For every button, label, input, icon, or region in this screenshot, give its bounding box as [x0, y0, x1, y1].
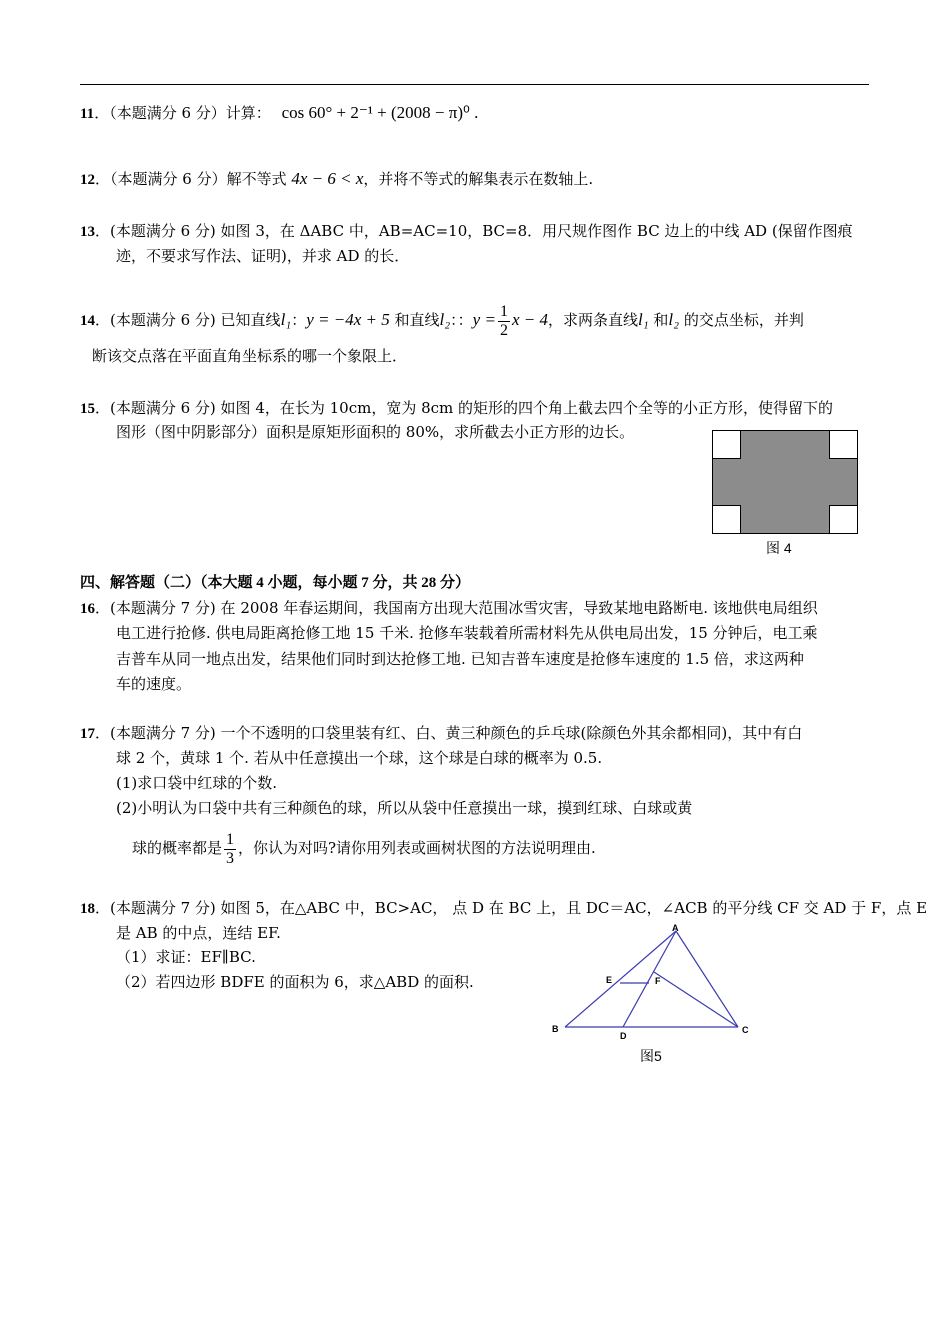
- math-expression: cos 60° + 2⁻¹ + (2008 − π)⁰ .: [281, 103, 479, 122]
- line-l1: l₁: [638, 310, 649, 329]
- question-18-line1: [80, 898, 927, 919]
- question-13-line2: 迹，不要求写作法、证明)，并求 AD 的长．: [116, 247, 410, 265]
- equation-1: y = −4x + 5: [306, 310, 390, 329]
- question-tail: ，并将不等式的解集表示在数轴上.: [363, 170, 594, 188]
- colon: ：: [291, 311, 307, 329]
- question-text: ．（本题满分 6 分）计算：: [94, 104, 271, 122]
- question-number: 15: [80, 401, 95, 417]
- label-b: B: [552, 1024, 559, 1034]
- question-17-line5: [132, 826, 596, 870]
- question-17-line2: 球 2 个，黄球 1 个. 若从中任意摸出一个球，这个球是白球的概率为 0.5.: [116, 749, 603, 767]
- question-11: [80, 103, 478, 124]
- figure-4-caption: 图 4: [766, 540, 792, 556]
- question-16-line2: 电工进行抢修. 供电局距离抢修工地 15 千米. 抢修车装载着所需材料先从供电局出发，15 分钟后，电工乘: [116, 624, 818, 642]
- question-number: 18: [80, 901, 95, 917]
- question-14-line1: [80, 298, 804, 343]
- equation-2-left: y =: [472, 310, 496, 329]
- label-c: C: [742, 1025, 749, 1035]
- figure-5-caption: 图5: [640, 1048, 662, 1064]
- label-a: A: [672, 923, 679, 933]
- line-l1: l₁: [280, 310, 292, 329]
- question-18-line2: 是 AB 的中点，连结 EF.: [116, 924, 281, 942]
- question-number: 11: [80, 106, 95, 122]
- question-text: 和直线: [389, 311, 440, 329]
- question-14-line2: 断该交点落在平面直角坐标系的哪一个象限上．: [92, 347, 408, 365]
- question-text: ，求两条直线: [547, 311, 638, 329]
- question-number: 13: [80, 224, 95, 240]
- question-16-line3: 吉普车从同一地点出发，结果他们同时到达抢修工地. 已知吉普车速度是抢修车速度的 1.5 倍，求这两种: [116, 650, 804, 668]
- fraction-one-third: [224, 831, 236, 868]
- fraction-one-half: [498, 303, 510, 340]
- question-17-line1: [80, 723, 802, 744]
- question-number: 17: [80, 726, 95, 742]
- question-18-part2: （2）若四边形 BDFE 的面积为 6，求△ABD 的面积.: [116, 973, 474, 991]
- question-text: ．(本题满分 6 分) 如图 3，在 ΔABC 中，AB=AC=10，BC=8．用尺规作图作 BC 边上的中线 AD (保留作图痕: [95, 222, 853, 240]
- fraction-numerator: 1: [499, 302, 508, 320]
- fraction-denominator: 2: [499, 321, 508, 339]
- segment-cf: [654, 972, 738, 1027]
- section-heading: 四、解答题（二）（本大题 4 小题，每小题 7 分，共 28 分）: [80, 575, 471, 591]
- question-number: 12: [80, 172, 95, 188]
- corner-square: [830, 431, 858, 459]
- question-text: 的交点坐标，并判: [679, 311, 804, 329]
- question-text: ．(本题满分 7 分) 在 2008 年春运期间，我国南方出现大范围冰雪灾害，导致某地电路断电. 该地供电局组织: [95, 599, 818, 617]
- corner-square: [713, 431, 741, 459]
- equation-2-right: x − 4: [511, 310, 548, 329]
- question-18-part1: （1）求证：EF∥BC.: [116, 948, 256, 966]
- question-text: ．(本题满分 7 分) 一个不透明的口袋里装有红、白、黄三种颜色的乒乓球(除颜色外其余都相同)，其中有白: [95, 724, 803, 742]
- fraction-numerator: 1: [226, 830, 235, 848]
- corner-square: [830, 506, 858, 534]
- figure-5-triangle: [548, 920, 758, 1040]
- line-l2: l₂: [439, 310, 451, 329]
- question-number: 14: [80, 313, 95, 329]
- question-12: [80, 169, 593, 190]
- question-text: ．（本题满分 6 分）解不等式: [95, 170, 287, 188]
- question-text: 和: [648, 311, 669, 329]
- question-17-part2: (2)小明认为口袋中共有三种颜色的球，所以从袋中任意摸出一球，摸到红球、白球或黄: [116, 799, 693, 817]
- question-text: ．(本题满分 6 分) 如图 4，在长为 10cm，宽为 8cm 的矩形的四个角上截去四个全等的小正方形，使得留下的: [95, 399, 834, 417]
- question-16-line4: 车的速度。: [116, 675, 192, 693]
- question-13-line1: [80, 221, 853, 242]
- fraction-denominator: 3: [226, 849, 235, 867]
- label-f: F: [655, 976, 661, 986]
- question-16-line1: [80, 598, 818, 619]
- segment-ad: [623, 931, 676, 1027]
- math-expression: 4x − 6 < x: [291, 169, 364, 188]
- question-15-line1: [80, 398, 833, 419]
- corner-square: [713, 506, 741, 534]
- question-number: 16: [80, 601, 95, 617]
- label-d: D: [620, 1031, 627, 1040]
- label-e: E: [606, 975, 613, 985]
- top-rule: [80, 84, 869, 85]
- question-17-part1: (1)求口袋中红球的个数.: [116, 774, 278, 792]
- question-text: ．(本题满分 6 分) 已知直线: [95, 311, 281, 329]
- question-15-line2: 图形（图中阴影部分）面积是原矩形面积的 80%，求所截去小正方形的边长。: [116, 423, 635, 441]
- question-text: 球的概率都是: [132, 839, 223, 857]
- segment-ac: [676, 931, 738, 1027]
- line-l2: l₂: [668, 310, 680, 329]
- figure-4-rectangle: [712, 430, 858, 534]
- question-text: ，你认为对吗?请你用列表或画树状图的方法说明理由.: [238, 839, 596, 857]
- colon: ：：: [450, 311, 473, 329]
- question-text: ．(本题满分 7 分) 如图 5，在△ABC 中，BC>AC， 点 D 在 BC 上，且 DC＝AC，∠ACB 的平分线 CF 交 AD 于 F，点 E: [95, 899, 928, 917]
